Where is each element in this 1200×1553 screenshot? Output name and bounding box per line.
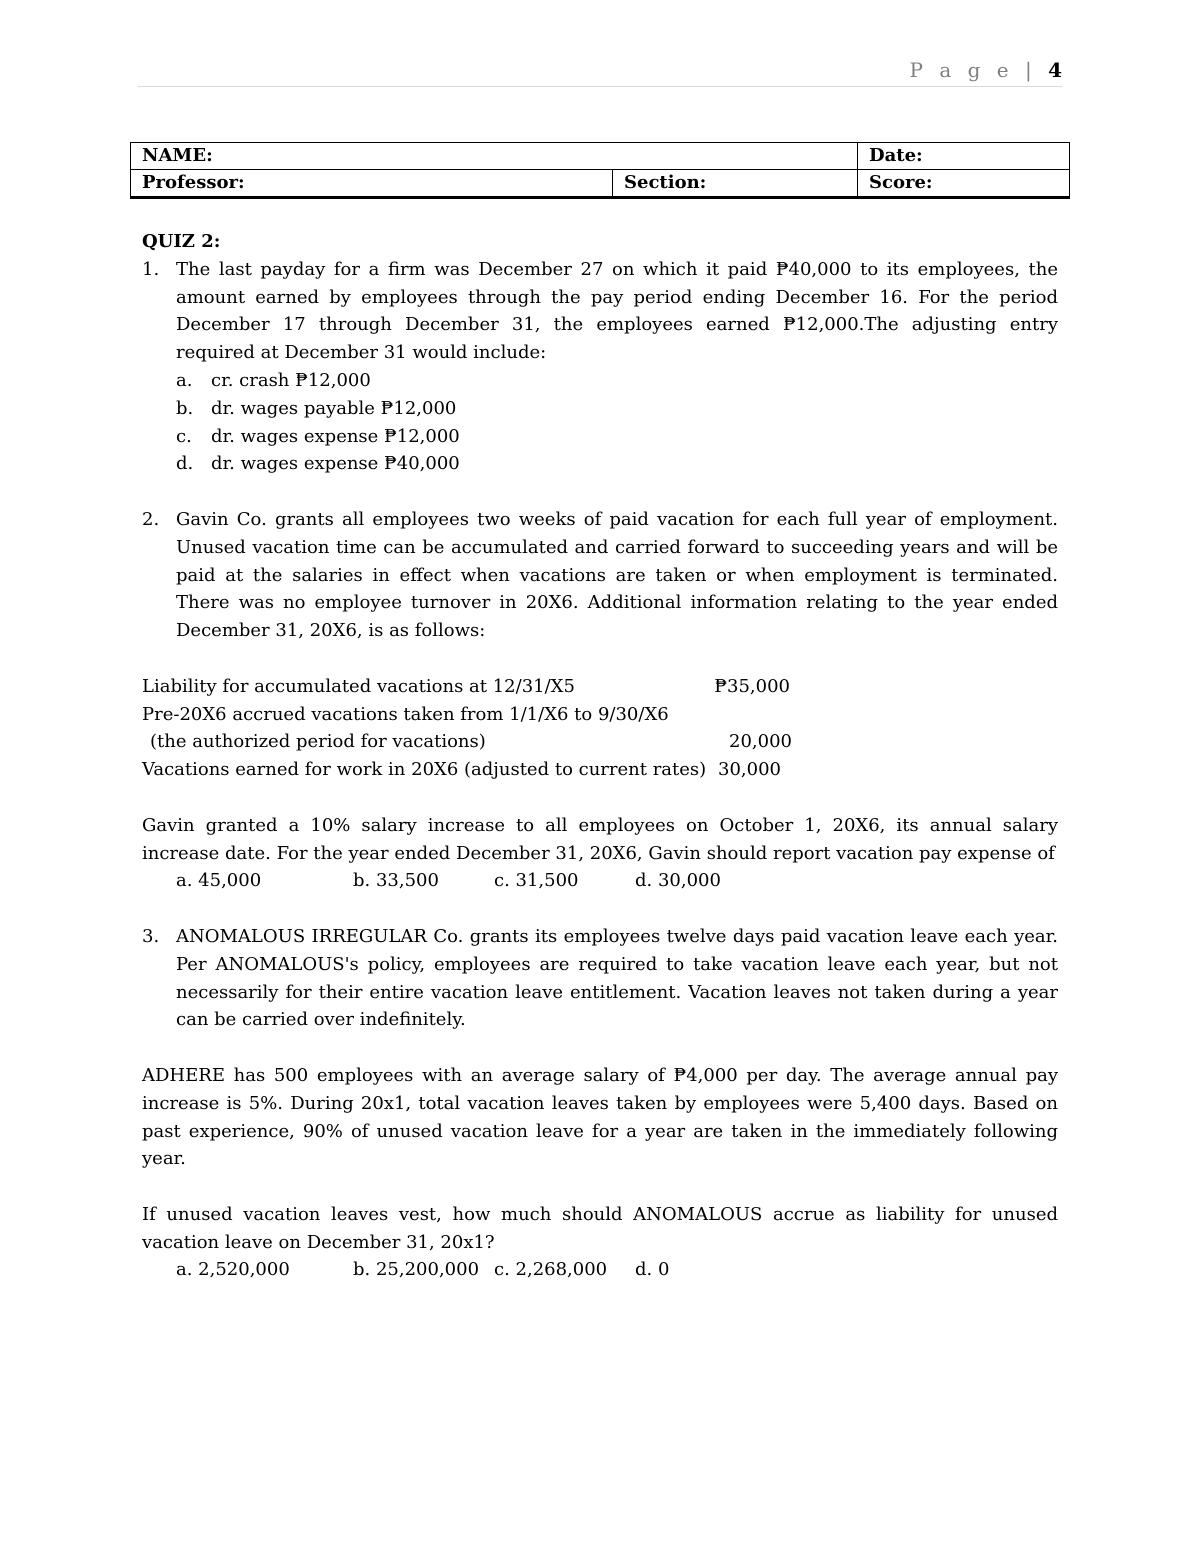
- option-a[interactable]: [176, 367, 1058, 395]
- option-text: dr. wages expense ₱40,000: [211, 453, 460, 475]
- quiz-title: QUIZ 2:: [142, 231, 221, 252]
- name-field[interactable]: NAME:: [131, 143, 858, 170]
- choice-b[interactable]: b. 33,500: [353, 870, 439, 892]
- choice-c[interactable]: c. 31,500: [494, 870, 579, 892]
- row-amount: 30,000: [718, 759, 781, 781]
- option-d[interactable]: [176, 450, 1058, 478]
- section-field[interactable]: Section:: [613, 170, 858, 198]
- question-2: [142, 506, 1058, 645]
- choice-d[interactable]: d. 30,000: [635, 870, 721, 892]
- choice-a[interactable]: a. 2,520,000: [176, 1259, 290, 1281]
- option-letter: b.: [176, 397, 194, 419]
- date-field[interactable]: Date:: [858, 143, 1070, 170]
- option-c[interactable]: [176, 423, 1058, 451]
- choice-a[interactable]: a. 45,000: [176, 870, 262, 892]
- question-number: 3.: [142, 925, 160, 947]
- table-row: [142, 728, 1058, 756]
- option-text: cr. crash ₱12,000: [211, 369, 371, 391]
- row-amount: [710, 701, 790, 729]
- question-2-followup: Gavin granted a 10% salary increase to all employees on October 1, 20X6, its annual salary increase date. For the year ended December 31, 20X6, Gavin should report vacation pay expense of: [142, 814, 1058, 864]
- header-divider: [138, 86, 1062, 87]
- row-label: (the authorized period for vacations): [150, 731, 486, 753]
- professor-field[interactable]: Professor:: [131, 170, 613, 198]
- question-2-choices: [176, 867, 1058, 895]
- option-b[interactable]: [176, 395, 1058, 423]
- question-3-prompt: If unused vacation leaves vest, how much should ANOMALOUS accrue as liability for unused vacation leave on December 31, 20x1?: [142, 1203, 1058, 1253]
- page-number: 4: [1048, 58, 1062, 82]
- question-3: [142, 923, 1058, 1034]
- page-label: P a g e |: [909, 58, 1037, 82]
- question-number: 1.: [142, 258, 160, 280]
- question-number: 2.: [142, 508, 160, 530]
- row-label: Liability for accumulated vacations at 12/31/X5: [142, 675, 575, 697]
- question-3-choices: [176, 1256, 1058, 1284]
- row-label: Vacations earned for work in 20X6 (adjusted to current rates): [142, 759, 707, 781]
- quiz-content: [142, 228, 1058, 1284]
- table-row: [142, 756, 1058, 784]
- question-1-options: [176, 367, 1058, 478]
- table-row: [142, 701, 1058, 729]
- question-3-details: ADHERE has 500 employees with an average salary of ₱4,000 per day. The average annual pay increase is 5%. During 20x1, total vacation leaves taken by employees were 5,400 days. Based on past experience, 90% of unused vacation leave for a year are taken in the immediately following year.: [142, 1064, 1058, 1170]
- question-text: Gavin Co. grants all employees two weeks of paid vacation for each full year of employment. Unused vacation time can be accumulated and carried forward to succeeding years and will be paid at the salaries in effect when vacations are taken or when employment is terminated. There was no employee turnover in 20X6. Additional information relating to the year ended December 31, 20X6, is as follows:: [176, 508, 1058, 642]
- table-row: [142, 673, 1058, 701]
- score-field[interactable]: Score:: [858, 170, 1070, 198]
- option-text: dr. wages expense ₱12,000: [211, 425, 460, 447]
- choice-c[interactable]: c. 2,268,000: [494, 1259, 608, 1281]
- option-letter: a.: [176, 369, 193, 391]
- row-label: Pre-20X6 accrued vacations taken from 1/1/X6 to 9/30/X6: [142, 703, 669, 725]
- vacation-data-table: [142, 673, 1058, 784]
- option-text: dr. wages payable ₱12,000: [211, 397, 457, 419]
- row-amount: ₱35,000: [714, 675, 790, 697]
- choice-b[interactable]: b. 25,200,000: [353, 1259, 480, 1281]
- option-letter: d.: [176, 453, 194, 475]
- row-amount: 20,000: [729, 731, 792, 753]
- choice-d[interactable]: d. 0: [635, 1259, 670, 1281]
- page-header: [910, 58, 1062, 82]
- student-info-table: [130, 142, 1070, 199]
- question-text: The last payday for a firm was December 27 on which it paid ₱40,000 to its employees, the amount earned by employees through the pay period ending December 16. For the period December 17 through December 31, the employees earned ₱12,000.The adjusting entry required at December 31 would include:: [176, 258, 1058, 364]
- question-text: ANOMALOUS IRREGULAR Co. grants its employees twelve days paid vacation leave each year. Per ANOMALOUS's policy, employees are required to take vacation leave each year, but not necessarily for their entire vacation leave entitlement. Vacation leaves not taken during a year can be carried over indefinitely.: [176, 925, 1058, 1031]
- question-1: [142, 256, 1058, 367]
- option-letter: c.: [176, 425, 192, 447]
